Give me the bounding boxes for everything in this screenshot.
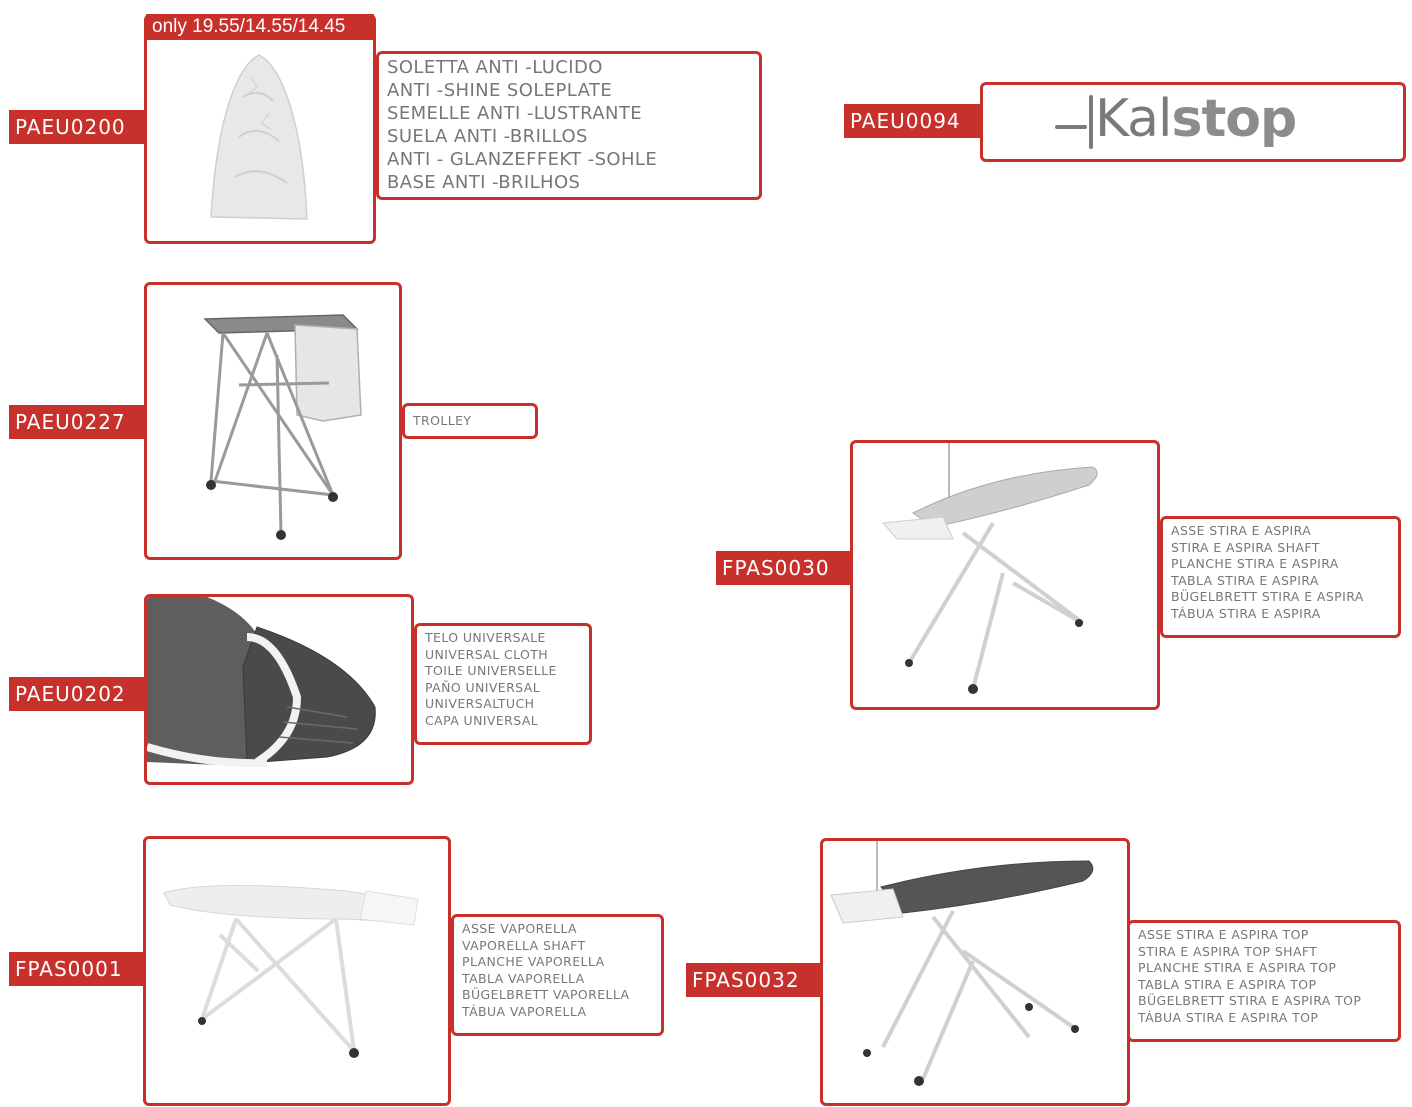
desc-line: TÁBUA STIRA E ASPIRA [1171, 605, 1321, 621]
desc-line: ANTI - GLANZEFFEKT -SOHLE [387, 149, 658, 170]
logo-text-stop: stop [1171, 89, 1297, 149]
desc-line: TABLA STIRA E ASPIRA TOP [1138, 976, 1317, 992]
desc-line: BÜGELBRETT STIRA E ASPIRA TOP [1138, 993, 1362, 1009]
desc-line: SUELA ANTI -BRILLOS [387, 126, 588, 147]
desc-line: TABLA STIRA E ASPIRA [1171, 572, 1319, 588]
product-logo-frame-paeu0094[interactable] [980, 82, 1406, 162]
desc-line: SEMELLE ANTI -LUSTRANTE [387, 103, 643, 124]
trolley-image [147, 285, 399, 557]
product-image-frame-paeu0202[interactable] [144, 594, 414, 785]
desc-line: UNIVERSALTUCH [425, 696, 535, 712]
desc-line: BÜGELBRETT VAPORELLA [462, 987, 630, 1003]
product-code-paeu0200: PAEU0200 [9, 110, 145, 144]
desc-line: VAPORELLA SHAFT [462, 937, 586, 953]
desc-line: TROLLEY [413, 413, 472, 428]
price-promo-badge: only 19.55/14.55/14.45 [146, 14, 374, 40]
desc-line: CAPA UNIVERSAL [425, 712, 539, 728]
desc-line: BÜGELBRETT STIRA E ASPIRA [1171, 589, 1364, 605]
product-description-paeu0202 [414, 623, 592, 745]
desc-line: TÁBUA STIRA E ASPIRA TOP [1138, 1009, 1319, 1025]
desc-line: ASSE STIRA E ASPIRA [1171, 523, 1312, 538]
product-code-fpas0001: FPAS0001 [9, 952, 143, 986]
product-code-fpas0030: FPAS0030 [716, 551, 852, 585]
product-code-paeu0094: PAEU0094 [844, 104, 980, 138]
product-code-paeu0202: PAEU0202 [9, 677, 145, 711]
desc-line: PAÑO UNIVERSAL [425, 679, 541, 695]
desc-line: PLANCHE STIRA E ASPIRA [1171, 556, 1339, 572]
ironing-board-stira-aspira-image [853, 443, 1157, 707]
desc-line: PLANCHE VAPORELLA [462, 954, 605, 970]
soleplate-image [147, 17, 373, 241]
desc-line: SOLETTA ANTI -LUCIDO [387, 57, 603, 78]
desc-line: STIRA E ASPIRA SHAFT [1171, 539, 1320, 555]
desc-line: TABLA VAPORELLA [462, 970, 585, 986]
desc-line: STIRA E ASPIRA TOP SHAFT [1138, 943, 1318, 959]
product-image-frame-fpas0001[interactable] [143, 836, 451, 1106]
desc-line: ANTI -SHINE SOLEPLATE [387, 80, 613, 101]
kalstop-logo [1095, 89, 1296, 149]
product-image-frame-paeu0227[interactable] [144, 282, 402, 560]
product-description-fpas0032 [1127, 920, 1401, 1042]
product-image-frame-fpas0030[interactable] [850, 440, 1160, 710]
desc-line: TÁBUA VAPORELLA [462, 1003, 587, 1019]
desc-line: TOILE UNIVERSELLE [425, 663, 557, 679]
product-code-fpas0032: FPAS0032 [686, 963, 822, 997]
desc-line: ASSE VAPORELLA [462, 921, 577, 936]
ironing-board-vaporella-image [146, 839, 448, 1103]
desc-line: TELO UNIVERSALE [425, 630, 546, 645]
product-description-paeu0227 [402, 403, 538, 439]
product-description-fpas0030 [1160, 516, 1401, 638]
product-image-frame-paeu0200[interactable] [144, 14, 376, 244]
desc-line: BASE ANTI -BRILHOS [387, 172, 581, 193]
desc-line: UNIVERSAL CLOTH [425, 646, 549, 662]
universal-cloth-image [147, 597, 411, 782]
product-code-paeu0227: PAEU0227 [9, 405, 145, 439]
product-description-paeu0200 [376, 51, 762, 200]
desc-line: PLANCHE STIRA E ASPIRA TOP [1138, 960, 1337, 976]
ironing-board-stira-aspira-top-image [823, 841, 1127, 1103]
product-image-frame-fpas0032[interactable] [820, 838, 1130, 1106]
desc-line: ASSE STIRA E ASPIRA TOP [1138, 927, 1309, 942]
product-description-fpas0001 [451, 914, 664, 1036]
logo-text-kal: Kal [1095, 89, 1172, 149]
